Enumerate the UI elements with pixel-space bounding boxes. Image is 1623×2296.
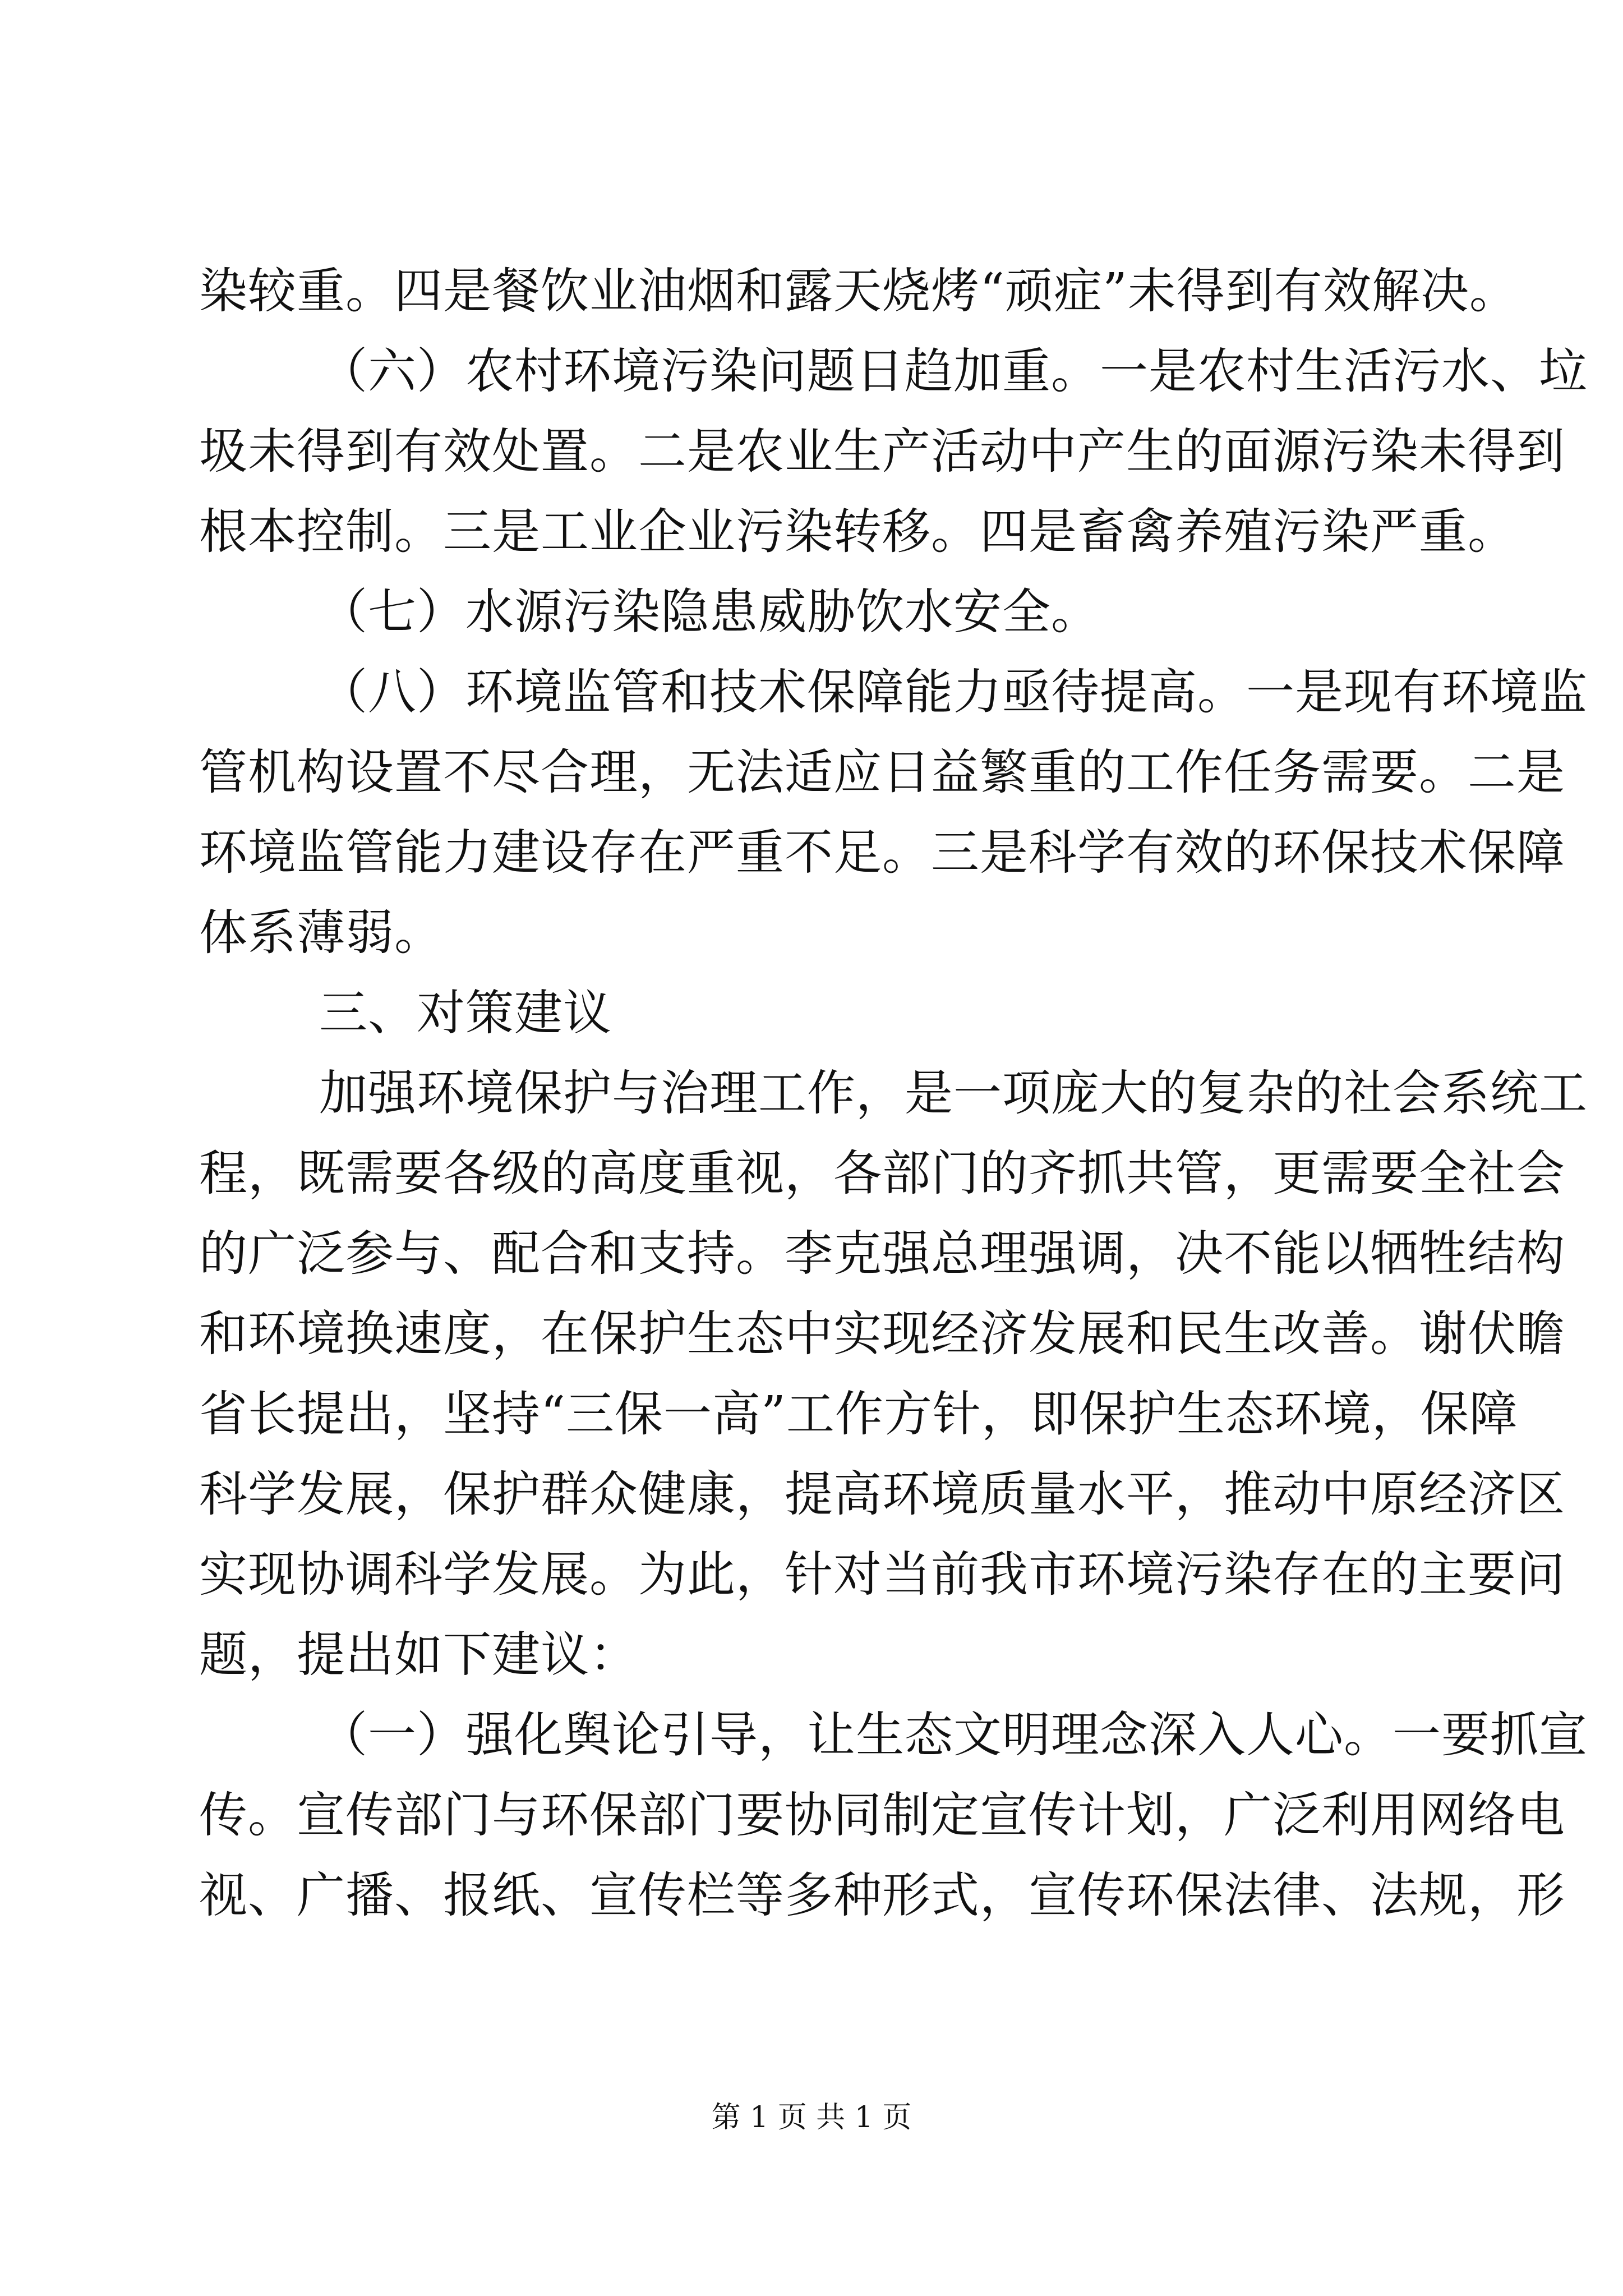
text-line: 程，既需要各级的高度重视，各部门的齐抓共管，更需要全社会 [199, 1145, 1565, 1202]
text-line: 题，提出如下建议： [199, 1627, 638, 1683]
text-line: 体系薄弱。 [199, 905, 443, 961]
text-line: 圾未得到有效处置。二是农业生产活动中产生的面源污染未得到 [199, 424, 1565, 480]
text-line: 管机构设置不尽合理，无法适应日益繁重的工作任务需要。二是 [199, 744, 1565, 800]
text-line: 染较重。四是餐饮业油烟和露天烧烤“顽症”未得到有效解决。 [199, 263, 1518, 319]
text-line: 根本控制。三是工业企业污染转移。四是畜禽养殖污染严重。 [199, 504, 1516, 560]
text-line: 传。宣传部门与环保部门要协同制定宣传计划，广泛利用网络电 [199, 1787, 1565, 1843]
text-line: 科学发展，保护群众健康，提高环境质量水平，推动中原经济区 [199, 1466, 1565, 1522]
text-line: 省长提出，坚持“三保一高”工作方针，即保护生态环境，保障 [199, 1386, 1518, 1442]
text-line: （一）强化舆论引导，让生态文明理念深入人心。一要抓宣 [319, 1707, 1588, 1763]
text-line: 的广泛参与、配合和支持。李克强总理强调，决不能以牺牲结构 [199, 1226, 1565, 1282]
text-line: 实现协调科学发展。为此，针对当前我市环境污染存在的主要问 [199, 1547, 1565, 1603]
text-line: 和环境换速度，在保护生态中实现经济发展和民生改善。谢伏瞻 [199, 1306, 1565, 1362]
section-heading: 三、对策建议 [319, 985, 612, 1041]
text-line: 环境监管能力建设存在严重不足。三是科学有效的环保技术保障 [199, 825, 1565, 881]
text-line: 加强环境保护与治理工作，是一项庞大的复杂的社会系统工 [319, 1065, 1588, 1121]
text-line: 视、广播、报纸、宣传栏等多种形式，宣传环保法律、法规，形 [199, 1867, 1565, 1924]
document-body [199, 251, 1588, 1936]
page-footer: 第 1 页 共 1 页 [711, 2101, 912, 2134]
text-line: （六）农村环境污染问题日趋加重。一是农村生活污水、垃 [319, 343, 1588, 399]
text-line: （七）水源污染隐患威胁饮水安全。 [319, 584, 1100, 640]
text-line: （八）环境监管和技术保障能力亟待提高。一是现有环境监 [319, 664, 1588, 720]
